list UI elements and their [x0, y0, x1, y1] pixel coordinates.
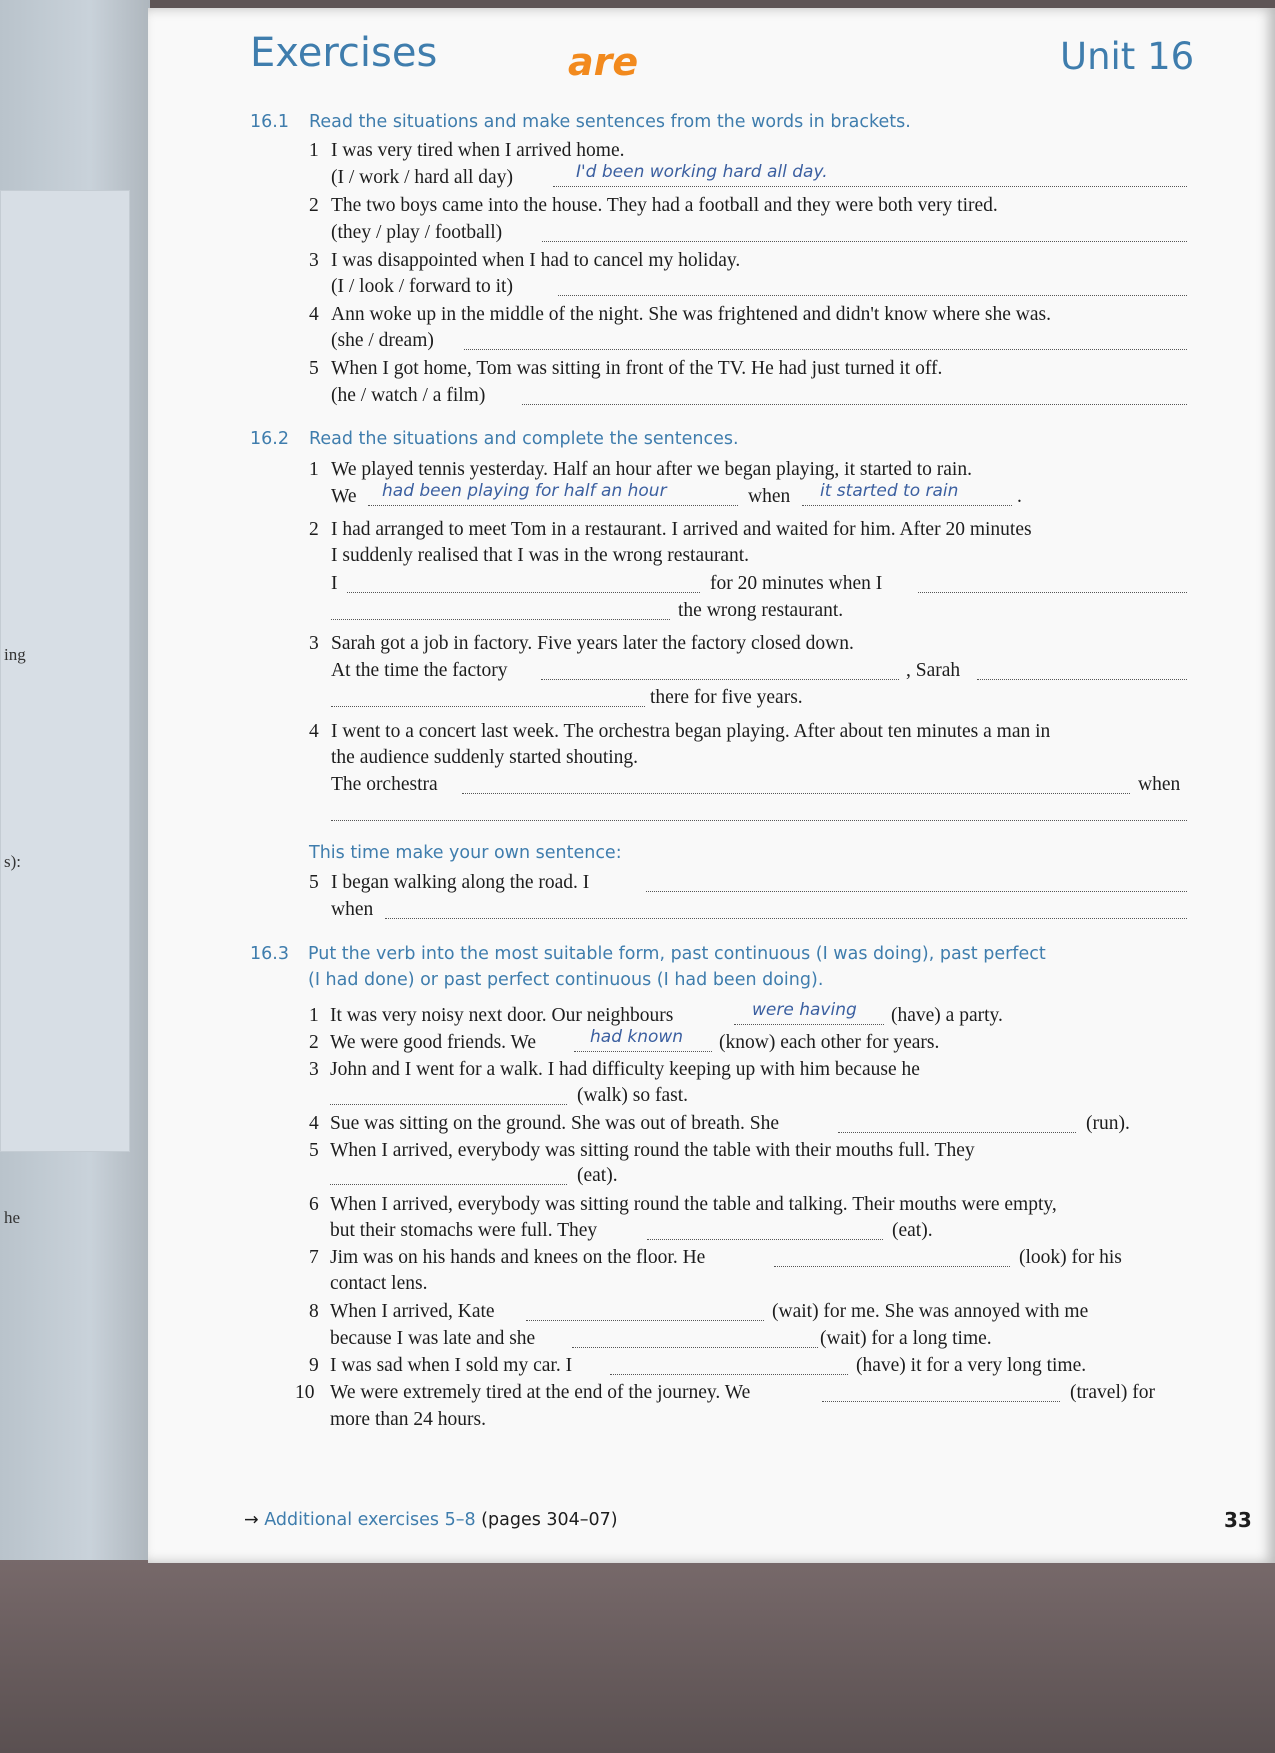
handwritten-answer: had known — [590, 1027, 684, 1047]
answer-line[interactable] — [574, 1051, 712, 1052]
answer-line[interactable] — [774, 1266, 1010, 1267]
answer-line[interactable] — [558, 295, 1187, 296]
situation-text: Sarah got a job in factory. Five years later the factory closed down. — [331, 633, 854, 654]
footer-reference — [244, 1510, 618, 1530]
handwritten-answer: had been playing for half an hour — [382, 481, 667, 501]
situation-text: When I got home, Tom was sitting in front of the TV. He had just turned it off. — [331, 358, 943, 379]
item-number: 5 — [309, 358, 319, 379]
sentence-text: the wrong restaurant. — [678, 600, 844, 621]
sentence-text: . — [1017, 486, 1022, 507]
item-number: 1 — [309, 140, 319, 161]
situation-text: Ann woke up in the middle of the night. She was frightened and didn't know where she was. — [331, 304, 1051, 325]
answer-line[interactable] — [838, 1132, 1076, 1133]
subsection-heading: This time make your own sentence: — [309, 843, 622, 863]
situation-text: the audience suddenly started shouting. — [331, 747, 639, 768]
adjacent-page-fragment: ing — [4, 645, 26, 664]
answer-line[interactable] — [647, 1239, 883, 1240]
item-number: 1 — [309, 459, 319, 480]
page-number: 33 — [1224, 1508, 1252, 1532]
answer-line[interactable] — [646, 891, 1187, 892]
section-number: 16.2 — [250, 429, 289, 449]
section-number: 16.3 — [250, 944, 289, 964]
sentence-text: (look) for his — [1019, 1247, 1122, 1268]
situation-text: I went to a concert last week. The orchestra began playing. After about ten minutes a man in — [331, 721, 1051, 742]
sentence-text: It was very noisy next door. Our neighbours — [330, 1005, 674, 1026]
answer-line[interactable] — [462, 793, 1130, 794]
sentence-text: I was sad when I sold my car. I — [330, 1355, 573, 1376]
item-number: 4 — [309, 1113, 319, 1134]
answer-line[interactable] — [572, 1347, 818, 1348]
answer-line[interactable] — [330, 1184, 567, 1185]
sentence-text: (walk) so fast. — [577, 1085, 689, 1106]
arrow-icon: → — [244, 1510, 259, 1530]
situation-text: We played tennis yesterday. Half an hour after we began playing, it started to rain. — [331, 459, 972, 480]
table-surface — [0, 1560, 1275, 1753]
answer-line[interactable] — [331, 706, 645, 707]
adjacent-page — [0, 0, 150, 1560]
cue-text: (I / work / hard all day) — [331, 167, 513, 188]
item-number: 8 — [309, 1301, 319, 1322]
sentence-text: when — [748, 486, 791, 507]
item-number: 6 — [309, 1194, 319, 1215]
situation-text: The two boys came into the house. They had a football and they were both very tired. — [331, 195, 998, 216]
answer-line[interactable] — [330, 1104, 567, 1105]
sentence-text: Jim was on his hands and knees on the floor. He — [330, 1247, 706, 1268]
sentence-text: We were good friends. We — [330, 1032, 537, 1053]
answer-line[interactable] — [734, 1024, 884, 1025]
item-number: 9 — [309, 1355, 319, 1376]
sentence-text: (eat). — [892, 1220, 933, 1241]
sentence-text: Sue was sitting on the ground. She was out of breath. She — [330, 1113, 779, 1134]
sentence-text: I began walking along the road. I — [331, 872, 590, 893]
sentence-text: When I arrived, everybody was sitting round the table and talking. Their mouths were empty, — [330, 1194, 1057, 1215]
answer-line[interactable] — [526, 1320, 764, 1321]
section-instruction: Read the situations and make sentences from the words in brackets. — [309, 112, 911, 132]
sentence-text: (wait) for a long time. — [820, 1328, 992, 1349]
cue-text: (she / dream) — [331, 330, 434, 351]
sentence-text: The orchestra — [331, 774, 438, 795]
situation-text: I suddenly realised that I was in the wrong restaurant. — [331, 545, 750, 566]
cue-text: (I / look / forward to it) — [331, 276, 513, 297]
sentence-text: (wait) for me. She was annoyed with me — [772, 1301, 1089, 1322]
situation-text: I had arranged to meet Tom in a restaurant. I arrived and waited for him. After 20 minutes — [331, 519, 1032, 540]
sentence-text: When I arrived, Kate — [330, 1301, 495, 1322]
situation-text: I was disappointed when I had to cancel my holiday. — [331, 250, 741, 271]
answer-line[interactable] — [331, 619, 670, 620]
sentence-text: I — [331, 573, 338, 594]
answer-line[interactable] — [368, 505, 738, 506]
answer-line[interactable] — [610, 1374, 848, 1375]
adjacent-page-fragment: s): — [4, 852, 21, 871]
sentence-text: (know) each other for years. — [719, 1032, 940, 1053]
sentence-text: When I arrived, everybody was sitting round the table with their mouths full. They — [330, 1140, 975, 1161]
answer-line[interactable] — [331, 820, 1187, 821]
answer-line[interactable] — [822, 1401, 1060, 1402]
item-number: 3 — [309, 633, 319, 654]
handwritten-answer: it started to rain — [820, 481, 959, 501]
adjacent-page-fragment: he — [4, 1208, 21, 1227]
item-number: 7 — [309, 1247, 319, 1268]
sentence-text: there for five years. — [650, 687, 803, 708]
handwritten-answer: were having — [752, 1000, 857, 1020]
sentence-text: for 20 minutes when I — [710, 573, 883, 594]
sentence-text: contact lens. — [330, 1273, 428, 1294]
sentence-text: when — [1138, 774, 1181, 795]
section-instruction: (I had done) or past perfect continuous (I had been doing). — [308, 970, 824, 990]
item-number: 5 — [309, 1140, 319, 1161]
sentence-text: because I was late and she — [330, 1328, 536, 1349]
answer-line[interactable] — [553, 186, 1187, 187]
additional-exercises-link[interactable]: Additional exercises 5–8 — [264, 1510, 476, 1530]
answer-line[interactable] — [918, 592, 1187, 593]
item-number: 3 — [309, 250, 319, 271]
sentence-text: (have) a party. — [891, 1005, 1003, 1026]
answer-line[interactable] — [977, 679, 1187, 680]
sentence-text: We — [331, 486, 357, 507]
sentence-text: (travel) for — [1070, 1382, 1155, 1403]
section-instruction: Put the verb into the most suitable form, past continuous (I was doing), past perfect — [308, 944, 1046, 964]
sentence-text: At the time the factory — [331, 660, 508, 681]
answer-line[interactable] — [464, 349, 1187, 350]
item-number: 4 — [309, 721, 319, 742]
item-number: 2 — [309, 195, 319, 216]
answer-line[interactable] — [385, 918, 1187, 919]
answer-line[interactable] — [522, 404, 1187, 405]
sentence-text: We were extremely tired at the end of the journey. We — [330, 1382, 751, 1403]
sentence-text: but their stomachs were full. They — [330, 1220, 598, 1241]
sentence-text: John and I went for a walk. I had difficulty keeping up with him because he — [330, 1059, 920, 1080]
item-number: 1 — [309, 1005, 319, 1026]
item-number: 3 — [309, 1059, 319, 1080]
answer-line[interactable] — [802, 505, 1012, 506]
sentence-text: when — [331, 899, 374, 920]
item-number: 10 — [295, 1382, 315, 1403]
sentence-text: more than 24 hours. — [330, 1409, 486, 1430]
answer-line[interactable] — [542, 241, 1187, 242]
answer-line[interactable] — [541, 679, 899, 680]
sentence-text: (run). — [1086, 1113, 1130, 1134]
section-number: 16.1 — [250, 112, 289, 132]
sentence-text: (eat). — [577, 1165, 618, 1186]
situation-text: I was very tired when I arrived home. — [331, 140, 625, 161]
footer-pages: (pages 304–07) — [481, 1510, 618, 1530]
handwritten-answer: I'd been working hard all day. — [576, 162, 828, 182]
sentence-text: , Sarah — [906, 660, 961, 681]
cue-text: (they / play / football) — [331, 222, 503, 243]
item-number: 5 — [309, 872, 319, 893]
handwritten-note: are — [568, 40, 639, 84]
cue-text: (he / watch / a film) — [331, 385, 486, 406]
adjacent-page-panel — [0, 190, 130, 1152]
item-number: 2 — [309, 519, 319, 540]
unit-label: Unit 16 — [1060, 35, 1195, 78]
sentence-text: (have) it for a very long time. — [856, 1355, 1087, 1376]
item-number: 2 — [309, 1032, 319, 1053]
answer-line[interactable] — [347, 592, 700, 593]
section-instruction: Read the situations and complete the sentences. — [309, 429, 739, 449]
item-number: 4 — [309, 304, 319, 325]
page-title: Exercises — [250, 30, 438, 76]
